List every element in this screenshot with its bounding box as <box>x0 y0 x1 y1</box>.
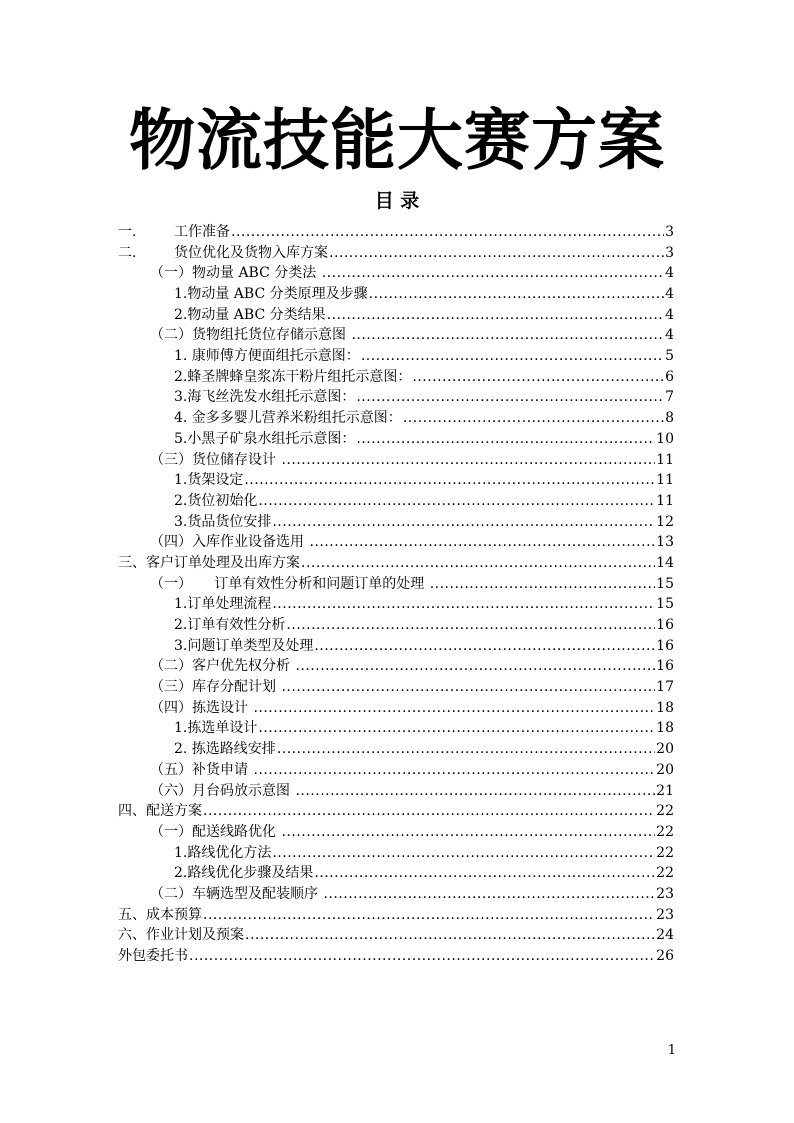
toc-entry-page: 23 <box>656 885 674 902</box>
toc-entry-label: 2.物动量 ABC 分类结果 <box>174 306 326 323</box>
dot-leader <box>295 781 655 802</box>
toc-entry-page: 18 <box>656 720 674 737</box>
toc-entry-page: 16 <box>656 658 674 675</box>
toc-entry[interactable] <box>118 222 674 243</box>
toc-entry-page: 12 <box>656 513 674 530</box>
dot-leader <box>309 532 655 553</box>
page-number: 1 <box>667 1043 676 1058</box>
dot-leader <box>253 760 655 781</box>
toc-entry[interactable] <box>118 408 674 429</box>
toc-entry-label: 2.路线优化步骤及结果 <box>174 865 314 882</box>
toc-entry[interactable] <box>118 284 674 305</box>
dot-leader <box>281 450 655 471</box>
toc-entry-label: 2.货位初始化 <box>174 492 258 509</box>
toc-entry-label: 5.小黑子矿泉水组托示意图： <box>174 430 356 447</box>
toc-entry-label: 货位优化及货物入库方案 <box>174 244 328 261</box>
dot-leader <box>281 822 655 843</box>
dot-leader <box>277 739 655 760</box>
toc-entry-label: （三）货位储存设计 <box>150 451 281 468</box>
dot-leader <box>412 367 664 388</box>
dot-leader <box>272 512 655 533</box>
toc-entry[interactable] <box>118 822 674 843</box>
toc-entry-page: 11 <box>656 472 674 489</box>
toc-entry-page: 14 <box>656 554 674 571</box>
toc-entry-page: 17 <box>656 679 674 696</box>
toc-entry[interactable] <box>118 843 674 864</box>
toc-entry[interactable] <box>118 388 674 409</box>
toc-entry-label: 2.订单有效性分析 <box>174 617 286 634</box>
dot-leader <box>258 718 655 739</box>
toc-entry-label: （一）配送线路优化 <box>150 823 281 840</box>
dot-leader <box>245 925 655 946</box>
toc-entry-label: 2. 拣选路线安排 <box>174 741 276 758</box>
toc-entry[interactable] <box>118 719 674 740</box>
toc-entry[interactable] <box>118 739 674 760</box>
toc-entry-label: 四、配送方案 <box>118 803 202 820</box>
toc-entry-page: 3 <box>665 244 674 261</box>
toc-entry-label: 2.蜂圣牌蜂皇浆冻干粉片组托示意图： <box>174 368 412 385</box>
toc-entry-label: 三、客户订单处理及出库方案 <box>118 554 300 571</box>
dot-leader <box>286 615 655 636</box>
toc-entry-page: 6 <box>665 368 674 385</box>
toc-entry[interactable] <box>118 801 674 822</box>
toc-entry[interactable] <box>118 346 674 367</box>
toc-heading: 目 录 <box>374 190 420 212</box>
toc-entry-label: （四）拣选设计 <box>150 699 253 716</box>
toc-entry-page: 24 <box>656 927 674 944</box>
toc-entry[interactable] <box>118 677 674 698</box>
toc-entry-page: 20 <box>656 741 674 758</box>
toc-entry[interactable] <box>118 925 674 946</box>
dot-leader <box>281 677 655 698</box>
toc-entry-page: 8 <box>665 410 674 427</box>
toc-entry-label: 3.货品货位安排 <box>174 513 272 530</box>
toc-entry-label: 1.路线优化方法 <box>174 844 272 861</box>
document-title: 物流技能大赛方案 <box>129 101 665 179</box>
toc-entry-label: （一）物动量 ABC 分类法 <box>150 265 321 282</box>
dot-leader <box>203 905 655 926</box>
toc-entry-number: 二. <box>118 244 137 261</box>
dot-leader <box>253 698 655 719</box>
toc-entry-page: 5 <box>665 348 674 365</box>
toc-entry-label: 1.拣选单设计 <box>174 720 258 737</box>
dot-leader <box>244 470 655 491</box>
dot-leader <box>314 636 655 657</box>
dot-leader <box>329 243 664 264</box>
toc-entry[interactable] <box>118 305 674 326</box>
toc-entry-page: 23 <box>656 906 674 923</box>
toc-entry[interactable] <box>118 491 674 512</box>
toc-entry-page: 22 <box>656 803 674 820</box>
toc-entry-page: 22 <box>656 844 674 861</box>
dot-leader <box>189 946 655 967</box>
dot-leader <box>231 222 664 243</box>
toc-entry[interactable] <box>118 470 674 491</box>
toc-entry-label: 4. 金多多婴儿营养米粉组托示意图： <box>174 410 402 427</box>
toc-entry-page: 22 <box>656 823 674 840</box>
toc-entry-page: 11 <box>656 492 674 509</box>
dot-leader <box>361 346 664 367</box>
toc-entry-page: 7 <box>665 389 674 406</box>
toc-entry-label: 1.货架设定 <box>174 472 244 489</box>
dot-leader <box>314 863 655 884</box>
dot-leader <box>323 884 655 905</box>
toc-entry[interactable] <box>118 429 674 450</box>
toc-entry-page: 15 <box>656 596 674 613</box>
toc-entry-label: （一） 订单有效性分析和问题订单的处理 <box>150 575 429 592</box>
dot-leader <box>356 387 664 408</box>
toc-entry-page: 3 <box>665 223 674 240</box>
dot-leader <box>272 594 655 615</box>
toc-entry[interactable] <box>118 532 674 553</box>
toc-entry[interactable] <box>118 367 674 388</box>
toc-entry[interactable] <box>118 884 674 905</box>
toc-entry[interactable] <box>118 781 674 802</box>
dot-leader <box>295 656 655 677</box>
toc-entry-page: 10 <box>656 430 674 447</box>
dot-leader <box>327 305 664 326</box>
toc-entry-page: 4 <box>665 306 674 323</box>
toc-entry-label: （六）月台码放示意图 <box>150 782 295 799</box>
dot-leader <box>351 325 664 346</box>
toc-entry-label: 五、成本预算 <box>118 906 202 923</box>
dot-leader <box>403 408 664 429</box>
toc-entry-label: 3.海飞丝洗发水组托示意图： <box>174 389 356 406</box>
toc-entry-label: （二）车辆选型及配装顺序 <box>150 885 323 902</box>
dot-leader <box>203 801 655 822</box>
toc-entry-number: 一. <box>118 223 137 240</box>
toc-entry-label: 3.问题订单类型及处理 <box>174 637 314 654</box>
toc-entry-page: 26 <box>656 948 674 965</box>
toc-entry-label: （二）客户优先权分析 <box>150 658 295 675</box>
toc-entry-page: 11 <box>656 451 674 468</box>
toc-entry[interactable] <box>118 594 674 615</box>
toc-entry[interactable] <box>118 325 674 346</box>
table-of-contents <box>118 222 674 967</box>
toc-entry-label: 六、作业计划及预案 <box>118 927 244 944</box>
dot-leader <box>272 843 655 864</box>
toc-entry[interactable] <box>118 946 674 967</box>
toc-entry-label: 外包委托书 <box>118 948 188 965</box>
dot-leader <box>369 284 664 305</box>
toc-entry-page: 4 <box>665 286 674 303</box>
toc-entry-label: 工作准备 <box>174 223 230 240</box>
toc-entry-label: 1. 康师傅方便面组托示意图： <box>174 348 360 365</box>
dot-leader <box>258 491 655 512</box>
toc-entry-label: （二）货物组托货位存储示意图 <box>150 327 351 344</box>
toc-entry[interactable] <box>118 698 674 719</box>
toc-entry-label: （五）补货申请 <box>150 761 253 778</box>
toc-entry-page: 13 <box>656 534 674 551</box>
dot-leader <box>322 263 664 284</box>
toc-entry[interactable] <box>118 863 674 884</box>
toc-entry-page: 21 <box>656 782 674 799</box>
toc-entry-page: 16 <box>656 617 674 634</box>
dot-leader <box>430 574 655 595</box>
toc-entry[interactable] <box>118 905 674 926</box>
toc-entry[interactable] <box>118 760 674 781</box>
dot-leader <box>356 429 655 450</box>
toc-entry-page: 16 <box>656 637 674 654</box>
toc-entry-label: 1.订单处理流程 <box>174 596 272 613</box>
toc-entry[interactable] <box>118 243 674 264</box>
toc-entry-label: 1.物动量 ABC 分类原理及步骤 <box>174 286 368 303</box>
toc-entry-page: 22 <box>656 865 674 882</box>
toc-entry-label: （三）库存分配计划 <box>150 679 281 696</box>
toc-entry[interactable] <box>118 450 674 471</box>
toc-entry[interactable] <box>118 656 674 677</box>
dot-leader <box>301 553 655 574</box>
toc-entry-label: （四）入库作业设备选用 <box>150 534 309 551</box>
toc-entry[interactable] <box>118 636 674 657</box>
toc-entry-page: 4 <box>665 327 674 344</box>
toc-entry-page: 18 <box>656 699 674 716</box>
toc-entry[interactable] <box>118 574 674 595</box>
toc-entry[interactable] <box>118 615 674 636</box>
toc-entry-page: 15 <box>656 575 674 592</box>
toc-entry-page: 20 <box>656 761 674 778</box>
toc-entry[interactable] <box>118 512 674 533</box>
toc-entry-page: 4 <box>665 265 674 282</box>
toc-entry[interactable] <box>118 263 674 284</box>
toc-entry[interactable] <box>118 553 674 574</box>
